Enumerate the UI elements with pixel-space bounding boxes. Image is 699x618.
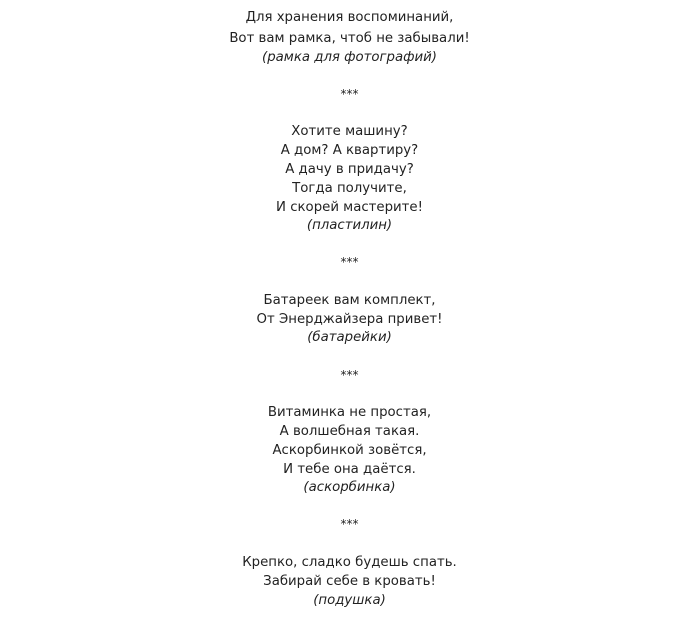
riddle-4-line-4: И тебе она даётся. [283,462,416,477]
riddle-4-line-2: А волшебная такая. [279,424,420,439]
riddle-4-line-1: Витаминка не простая, [267,405,432,420]
riddle-3-line-1: Батареек вам комплект, [263,293,436,308]
riddle-2-line-2: А дом? А квартиру? [280,143,419,158]
riddle-1-line-2: Вот вам рамка, чтоб не забывали! [229,31,470,46]
riddle-3-answer: (батарейки) [307,330,392,345]
separator-2: *** [340,255,359,269]
riddle-5-line-1: Крепко, сладко будешь спать. [242,555,457,570]
riddle-5-line-2: Забирай себе в кровать! [263,574,436,589]
riddle-4-answer: (аскорбинка) [303,480,396,495]
riddle-2-line-3: А дачу в придачу? [285,162,414,177]
riddle-3-line-2: От Энерджайзера привет! [256,312,443,327]
separator-4: *** [340,517,359,531]
riddle-2-line-5: И скорей мастерите! [276,200,423,215]
separator-3: *** [340,368,359,382]
riddle-2-answer: (пластилин) [306,218,393,233]
separator-1: *** [340,87,359,101]
riddle-2-line-4: Тогда получите, [292,181,407,196]
riddle-1-line-1: Для хранения воспоминаний, [245,10,454,25]
riddle-5-answer: (подушка) [313,593,386,608]
riddle-1-answer: (рамка для фотографий) [262,50,437,65]
riddle-4-line-3: Аскорбинкой зовётся, [272,443,427,458]
riddle-2-line-1: Хотите машину? [291,124,408,139]
